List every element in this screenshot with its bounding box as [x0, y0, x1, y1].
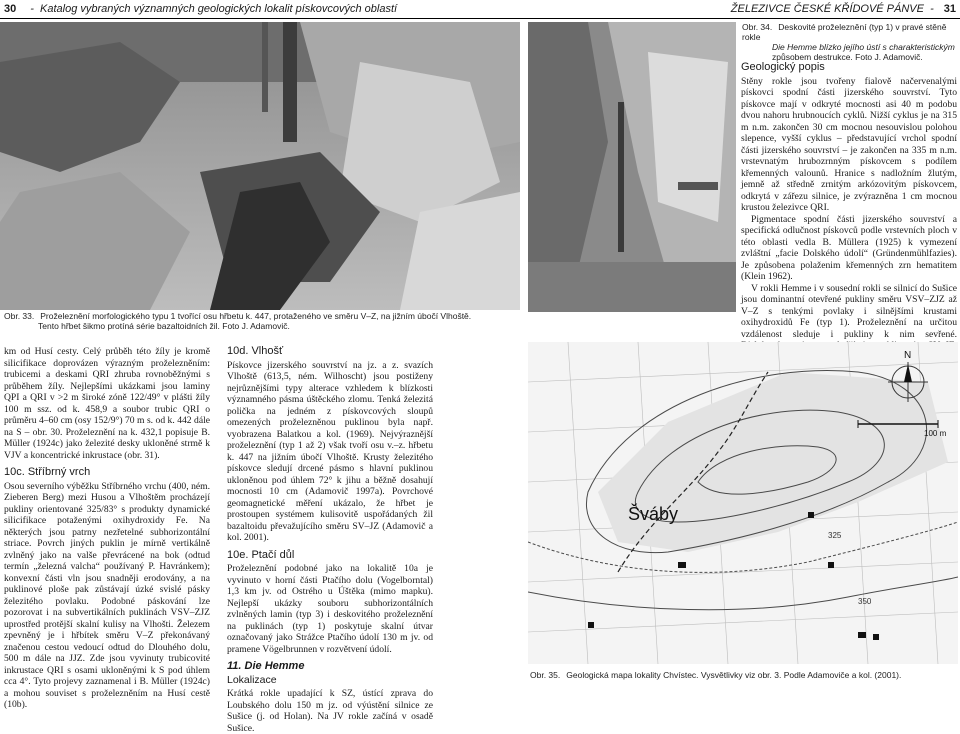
header-title-left: Katalog vybraných významných geologických lokalit pískovcových oblastí	[40, 3, 398, 15]
paragraph-stribrny-vrch: Osou severního výběžku Stříbrného vrchu (400, ném. Zieberen Berg) mezi Husou a Vlhoštěm procházejí pukliny orientované 325/83° s produkty dynamické silicifikace potaženými oxihydroxidy Fe. Na některých jsou patrny nezřetelné subhorizontální striace. Povrch jiných puklin je mírně vertikálně zvlněný jako na valše převrácené na bok (odtud termín „železná valcha“ používaný P. Havránkem); konvexní části vln jsou snadněji erodovány, a na puklinové ploše pak zůstávají úzké svislé pásky železitého povlaku. Podobné páskování lze pozorovat i na subvertikálních puklinách VSV–ZJZ uprostřed protější skalní kulisy na Vlhošti. Železem zpevněný je i hřbítek směru V–Z překonávaný značenou cestou vedoucí odtud do Dlouhého dolu, 500 m dále na JJZ. Zde jsou vyvinuty trubicovité inkrustace QRI s osami ukloněnými k S pod úhlem cca 4°. Tyto projevy zaznamenal i B. Müller (1924c) a mohou souviset s proželezněním na Husí cestě (10b).	[4, 480, 210, 710]
heading-geologicky-popis: Geologický popis	[741, 61, 825, 73]
north-label: N	[904, 350, 912, 361]
photo-fig34-image	[528, 22, 736, 312]
contour-label-350: 350	[858, 597, 872, 606]
paragraph-lokalizace: Krátká rokle upadající k SZ, ústící zprava do Loubského dolu 150 m jz. od výústění silnice ze Sušice (j. od Holan). Na JV rokle začíná v osadě Sušice.	[227, 688, 433, 734]
heading-10e: 10e. Ptačí důl	[227, 548, 295, 561]
paragraph-geology-1: Stěny rokle jsou tvořeny fialově načervenalými pískovci spodní části jizerského souvrství. Tyto pískovce mají v odkryté mocnosti asi 40 m podobu dvou nahoru hrubnoucích cyklů. Nižší cyklus je na 315 m n.m. zakončen 30 cm mocnou nesouvislou polohou slepence, vyšší cyklus – představující vrchol spodní části jizerského souvrství – je zakončen na 335 m n.m. vrstevnatým hrubozrnným pískovcem s podílem křemenných valounů. Hranice s nadložním žlutým, jemně až středně zrnitým arkózovitým pískovcem, odkrytá v zářezu silnice, je zvýrazněna 1 cm mocnou krustou železivce QRI.	[741, 75, 957, 213]
page-number-right: 31	[943, 3, 956, 15]
column-middle	[227, 346, 433, 734]
geologic-map	[528, 342, 958, 664]
caption-fig34-text3: způsobem destrukce. Foto J. Adamovič.	[772, 52, 923, 62]
page-number-left: 30	[4, 3, 17, 15]
column-geology	[741, 62, 957, 363]
header-left: 30 - Katalog vybraných významných geologických lokalit pískovcových oblastí	[4, 3, 398, 15]
photo-fig33	[0, 22, 520, 310]
header-right: ŽELEZIVCE ČESKÉ KŘÍDOVÉ PÁNVE - 31	[730, 3, 956, 15]
caption-fig33-text1: Proželeznění morfologického typu 1 tvořící osu hřbetu k. 447, protaženého ve směru V–Z, na jižním úbočí Vlhoště.	[40, 311, 472, 321]
heading-11	[227, 661, 433, 673]
photo-fig34	[528, 22, 736, 312]
running-header	[0, 0, 960, 20]
place-label-svaby: Šváby	[628, 504, 679, 524]
caption-fig34-number: Obr. 34.	[742, 22, 773, 32]
map-svg	[528, 342, 958, 664]
paragraph-geology-3: V rokli Hemme i v sousední rokli se silnicí do Sušice jsou dominantní otevřené pukliny směru VSV–ZJZ až V–Z s tenkými povlaky i silnějšími krustami oxihydroxidů Fe (typ 1). Proželeznění na určitou vzdálenost sleduje i pukliny k nim sevřené.	[741, 282, 957, 340]
caption-fig34	[742, 22, 958, 62]
paragraph-vlhost: Pískovce jizerského souvrství na jz. a z. svazích Vlhoště (613,5, ném. Wilhoscht) jsou postiženy nejrůznějšími typy alterace vzhledem k blízkosti významného pásma úštěckého zlomu. Tenká železitá polička na jedném z pískovcových sloupů omezených proželezněnou puklinou byla např. vyobrazena Balatkou a kol. (1969). Nejvýraznější proželeznění (typ 1 až 2) však tvoří osu v.–z. hřbetu k. 447 na jižním úbočí Vlhoště. Krusty železitého pískovce sledují drcené pásmo s hlavní puklinou ukloněnou pod úhlem 72° k jihu a běžně dosahují mocnosti 10 cm (Adamovič 1997a). Povrchové geomagnetické měření ukázalo, že hřbet je prostoupen systémem kulisovitě uspořádaných žil bazaltoidu převažujícího směru SV–JZ (Adamovič a kol. 2001).	[227, 359, 433, 543]
scale-label: 100 m	[924, 429, 947, 438]
heading-lokalizace: Lokalizace	[227, 673, 277, 686]
paragraph-husi-cesta: km od Husí cesty. Celý průběh této žíly je kromě silicifikace doprovázen výrazným proželezněním: trubicemi a deskami QRI zhruba rovnoběžnými s průběhem žíly. Nejlepšími ukázkami jsou laminy QPI a QRI v >2 m široké zóně 122/49° v plášti žíly 100 m ssz. od k. 458,9 a soubor trubic QRI o průměru 4–60 cm (osy 152/9°) 70 m s. od k. 442 dále na S – obr. 30. Proželeznění na k. 432,1 popisuje B. Müller (1924c) jako železité desky ukloněné strmě k VJV a koncentrické inkrustace (obr. 31).	[4, 346, 210, 461]
caption-fig34-text2: Die Hemme blízko jejího ústí s charakteristickým	[772, 42, 955, 52]
paragraph-geology-2: Pigmentace spodní části jizerského souvrství a specifická odlučnost pískovců podle vrstevních ploch v této oblasti vedla B. Müllera (1925) k vymezení zvláštní „facie Dolského údolí“ (Gründenmühlfazies). Je způsobena polaženim křemenných zrn hematitem (Klein 1962).	[741, 213, 957, 282]
caption-fig35-number: Obr. 35.	[530, 670, 561, 680]
heading-10d: 10d. Vlhošť	[227, 345, 284, 357]
caption-fig33-number: Obr. 33.	[4, 311, 35, 321]
caption-fig34-text1: Deskovité proželeznění (typ 1) v pravé stěně rokle	[742, 22, 947, 42]
heading-10c: 10c. Stříbrný vrch	[4, 466, 91, 478]
photo-fig33-image	[0, 22, 520, 310]
caption-fig35-text: Geologická mapa lokality Chvístec. Vysvětlivky viz obr. 3. Podle Adamoviče a kol. (2001).	[566, 670, 902, 680]
header-title-right: ŽELEZIVCE ČESKÉ KŘÍDOVÉ PÁNVE	[730, 3, 924, 15]
caption-fig33	[4, 311, 520, 331]
caption-fig33-text2: Tento hřbet šikmo protíná série bazaltoidních žil. Foto J. Adamovič.	[38, 321, 290, 331]
paragraph-ptaci-dul: Proželeznění podobné jako na lokalitě 10a je vyvinuto v horní části Ptačího dolu (Vogelborntal) 1,3 km jv. od Ostrého u Úštěka (mimo mapku). Nejlepší ukázky souboru subhorizontálních zvlněných lamin (typ 3) i deskovitého proželeznění na puklinách (typ 1) poskytuje skalní útvar označovaný jako Strážce Ptačího údolí 130 m jv. od pramene Vögelbrunnen v rozvětvení údolí.	[227, 563, 433, 655]
contour-label-325: 325	[828, 531, 842, 540]
heading-11-text: 11. Die Hemme	[227, 660, 305, 672]
header-rule	[0, 18, 960, 19]
column-left	[4, 346, 210, 711]
caption-fig35	[530, 670, 958, 680]
